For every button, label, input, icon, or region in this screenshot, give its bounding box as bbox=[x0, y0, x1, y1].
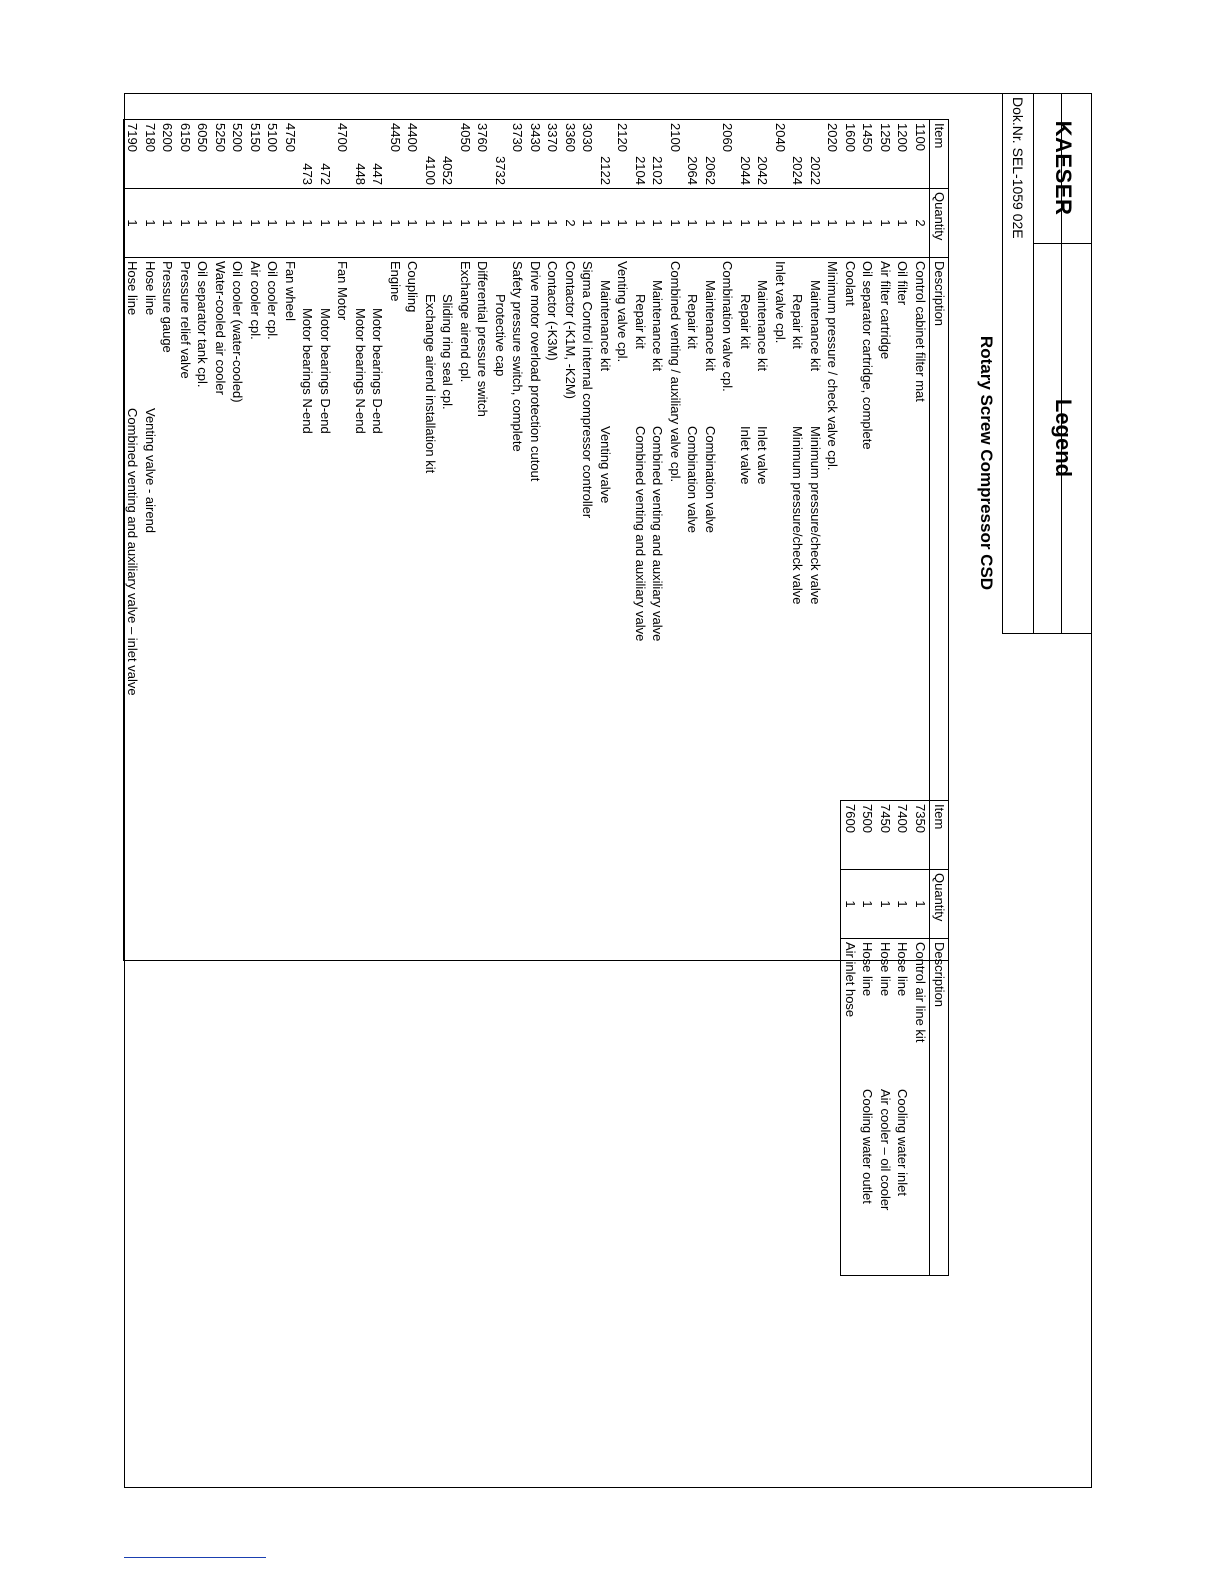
description bbox=[142, 258, 160, 961]
description-detail: Venting valve bbox=[598, 426, 613, 504]
description bbox=[229, 258, 247, 961]
quantity: 1 bbox=[824, 189, 842, 258]
description-text: Oil separator cartridge, complete bbox=[860, 261, 876, 450]
quantity: 1 bbox=[509, 189, 527, 258]
description bbox=[859, 939, 877, 1276]
table-row bbox=[579, 120, 597, 961]
description bbox=[439, 258, 457, 961]
table-row bbox=[352, 120, 370, 961]
description-text: Drive motor overload protection cutout bbox=[528, 261, 543, 482]
description-text: Sliding ring seal cpl. bbox=[440, 294, 456, 410]
description-detail: Cooling water inlet bbox=[895, 1089, 911, 1196]
description bbox=[544, 258, 562, 961]
table-row bbox=[492, 120, 510, 961]
quantity: 1 bbox=[317, 189, 335, 258]
item-number: 6150 bbox=[177, 120, 195, 189]
quantity: 1 bbox=[177, 189, 195, 258]
description-text: Motor bearings D-end bbox=[318, 308, 333, 434]
description bbox=[877, 939, 895, 1276]
description-detail: Inlet valve bbox=[755, 426, 771, 485]
description bbox=[159, 258, 177, 961]
table-row bbox=[649, 120, 667, 961]
item-number: 5250 bbox=[212, 120, 230, 189]
quantity: 1 bbox=[527, 189, 545, 258]
brand-logo: KAESER bbox=[1051, 120, 1076, 216]
description bbox=[614, 258, 632, 961]
table-row bbox=[457, 120, 475, 961]
description bbox=[807, 258, 825, 961]
quantity: 1 bbox=[457, 189, 475, 258]
description-text: Combined venting / auxiliary valve cpl. bbox=[668, 261, 683, 483]
quantity: 1 bbox=[474, 189, 492, 258]
item-number: 7350 bbox=[912, 801, 930, 870]
quantity: 1 bbox=[194, 189, 212, 258]
description-text: Contactor (-K3M) bbox=[545, 261, 561, 361]
quantity: 1 bbox=[439, 189, 457, 258]
col-header-item: Item bbox=[930, 801, 949, 870]
table-row bbox=[247, 120, 265, 961]
description-text: Inlet valve cpl. bbox=[773, 261, 788, 344]
description bbox=[422, 258, 440, 961]
description-text: Hose line bbox=[878, 942, 893, 997]
description-detail: Combined venting and auxiliary valve bbox=[650, 426, 666, 642]
description-text: Motor bearings D-end bbox=[370, 308, 386, 434]
description-text: Repair kit bbox=[738, 294, 753, 349]
description bbox=[509, 258, 527, 961]
table-row bbox=[527, 120, 545, 961]
description-text: Repair kit bbox=[685, 294, 701, 349]
description bbox=[317, 258, 335, 961]
quantity: 1 bbox=[912, 870, 930, 939]
description-text: Hose line bbox=[143, 261, 158, 316]
description bbox=[684, 258, 702, 961]
table-row bbox=[859, 801, 877, 1276]
description-text: Sigma Control internal compressor controller bbox=[580, 261, 596, 519]
description-text: Oil cooler cpl. bbox=[265, 261, 281, 340]
item-number: 7180 bbox=[142, 120, 160, 189]
description-text: Pressure relief valve bbox=[178, 261, 193, 379]
description bbox=[474, 258, 492, 961]
item-number: 2062 bbox=[702, 120, 720, 189]
table-row bbox=[562, 120, 580, 961]
table-row bbox=[632, 120, 650, 961]
item-number: 5200 bbox=[229, 120, 247, 189]
table-row bbox=[912, 801, 930, 1276]
table-row bbox=[299, 120, 317, 961]
quantity: 1 bbox=[404, 189, 422, 258]
quantity: 1 bbox=[841, 870, 859, 939]
item-number: 2022 bbox=[807, 120, 825, 189]
description-text: Oil separator tank cpl. bbox=[195, 261, 211, 388]
table-row bbox=[212, 120, 230, 961]
description-detail: Combination valve bbox=[703, 426, 718, 533]
item-number: 2100 bbox=[667, 120, 685, 189]
item-number: 4750 bbox=[282, 120, 300, 189]
description-text: Oil filter bbox=[895, 261, 911, 306]
item-number: 3360 bbox=[562, 120, 580, 189]
item-number: 2104 bbox=[632, 120, 650, 189]
description-text: Air inlet hose bbox=[843, 942, 858, 1018]
item-number: 1100 bbox=[912, 120, 930, 189]
description bbox=[492, 258, 510, 961]
table-row bbox=[404, 120, 422, 961]
table-row bbox=[509, 120, 527, 961]
item-number: 4700 bbox=[334, 120, 352, 189]
item-number: 4050 bbox=[457, 120, 475, 189]
description bbox=[299, 258, 317, 961]
quantity: 1 bbox=[719, 189, 737, 258]
table-row bbox=[789, 120, 807, 961]
item-number: 2040 bbox=[772, 120, 790, 189]
item-number: 4400 bbox=[404, 120, 422, 189]
quantity: 1 bbox=[667, 189, 685, 258]
description-text: Exchange airend installation kit bbox=[423, 294, 438, 474]
item-number: 3370 bbox=[544, 120, 562, 189]
description bbox=[789, 258, 807, 961]
description bbox=[352, 258, 370, 961]
quantity: 1 bbox=[649, 189, 667, 258]
item-number: 7190 bbox=[124, 120, 142, 189]
description bbox=[841, 939, 859, 1276]
parts-table-main bbox=[123, 119, 949, 961]
description bbox=[194, 258, 212, 961]
item-number: 6200 bbox=[159, 120, 177, 189]
description-detail: Inlet valve bbox=[738, 426, 753, 485]
description-detail: Combination valve bbox=[685, 426, 701, 533]
description bbox=[404, 258, 422, 961]
quantity: 1 bbox=[597, 189, 615, 258]
parts-table-secondary bbox=[841, 800, 950, 1276]
quantity: 1 bbox=[352, 189, 370, 258]
table-row bbox=[317, 120, 335, 961]
item-number: 2060 bbox=[719, 120, 737, 189]
quantity: 1 bbox=[142, 189, 160, 258]
description-text: Repair kit bbox=[790, 294, 806, 349]
description-text: Repair kit bbox=[633, 294, 648, 349]
description-text: Differential pressure switch bbox=[475, 261, 491, 417]
table-row bbox=[264, 120, 282, 961]
description-text: Engine bbox=[388, 261, 403, 302]
description-text: Control air line kit bbox=[913, 942, 928, 1043]
quantity: 1 bbox=[334, 189, 352, 258]
description-detail: Combined venting and auxiliary valve – inlet valve bbox=[125, 408, 141, 696]
description bbox=[649, 258, 667, 961]
quantity: 1 bbox=[247, 189, 265, 258]
item-number: 1250 bbox=[877, 120, 895, 189]
quantity: 1 bbox=[684, 189, 702, 258]
table-row bbox=[159, 120, 177, 961]
description bbox=[247, 258, 265, 961]
item-number: 4450 bbox=[387, 120, 405, 189]
description-text: Minimum pressure / check valve cpl. bbox=[825, 261, 841, 471]
description-text: Air cooler cpl. bbox=[248, 261, 263, 340]
item-number: 3730 bbox=[509, 120, 527, 189]
table-row bbox=[387, 120, 405, 961]
quantity: 1 bbox=[807, 189, 825, 258]
table-row bbox=[667, 120, 685, 961]
table-row bbox=[737, 120, 755, 961]
table-row bbox=[894, 801, 912, 1276]
description-detail: Combined venting and auxiliary valve bbox=[633, 426, 648, 642]
item-number: 2024 bbox=[789, 120, 807, 189]
item-number: 2042 bbox=[754, 120, 772, 189]
quantity: 1 bbox=[772, 189, 790, 258]
quantity: 2 bbox=[562, 189, 580, 258]
table-row bbox=[702, 120, 720, 961]
description-text: Hose line bbox=[895, 942, 911, 997]
description bbox=[772, 258, 790, 961]
quantity: 1 bbox=[264, 189, 282, 258]
col-header-description: Description bbox=[930, 258, 949, 961]
table-row bbox=[684, 120, 702, 961]
col-header-item: Item bbox=[930, 120, 949, 189]
item-number: 7500 bbox=[859, 801, 877, 870]
table-row bbox=[194, 120, 212, 961]
item-number: 7450 bbox=[877, 801, 895, 870]
description bbox=[632, 258, 650, 961]
quantity: 1 bbox=[632, 189, 650, 258]
quantity: 1 bbox=[702, 189, 720, 258]
col-header-description: Description bbox=[930, 939, 949, 1276]
page-title: Rotary Screw Compressor CSD bbox=[977, 335, 996, 591]
item-number: 473 bbox=[299, 120, 317, 189]
item-number: 3760 bbox=[474, 120, 492, 189]
item-number: 3732 bbox=[492, 120, 510, 189]
item-number: 1450 bbox=[859, 120, 877, 189]
description bbox=[212, 258, 230, 961]
quantity: 1 bbox=[369, 189, 387, 258]
item-number: 2122 bbox=[597, 120, 615, 189]
item-number: 6050 bbox=[194, 120, 212, 189]
quantity: 1 bbox=[282, 189, 300, 258]
item-number: 448 bbox=[352, 120, 370, 189]
description bbox=[579, 258, 597, 961]
description-text: Contactor (-K1M, -K2M) bbox=[563, 261, 578, 399]
quantity: 1 bbox=[859, 189, 877, 258]
item-number: 4100 bbox=[422, 120, 440, 189]
table-row bbox=[474, 120, 492, 961]
item-number: 1600 bbox=[842, 120, 860, 189]
table-row bbox=[177, 120, 195, 961]
item-number: 2064 bbox=[684, 120, 702, 189]
item-number: 2102 bbox=[649, 120, 667, 189]
quantity: 1 bbox=[894, 870, 912, 939]
table-row bbox=[124, 120, 142, 961]
description bbox=[282, 258, 300, 961]
description-text: Water-cooled air cooler bbox=[213, 261, 228, 395]
description bbox=[667, 258, 685, 961]
description bbox=[334, 258, 352, 961]
description bbox=[527, 258, 545, 961]
description bbox=[702, 258, 720, 961]
description-text: Control cabinet filter mat bbox=[913, 261, 928, 402]
table-row bbox=[824, 120, 842, 961]
quantity: 1 bbox=[614, 189, 632, 258]
quantity: 1 bbox=[789, 189, 807, 258]
description-detail: Venting valve - airend bbox=[143, 408, 158, 534]
description-text: Pressure gauge bbox=[160, 261, 176, 353]
description bbox=[824, 258, 842, 961]
description bbox=[177, 258, 195, 961]
table-row bbox=[841, 801, 859, 1276]
description-detail: Minimum pressure/check valve bbox=[808, 426, 823, 605]
description-text: Safety pressure switch, complete bbox=[510, 261, 526, 452]
item-number: 1200 bbox=[894, 120, 912, 189]
table-row bbox=[369, 120, 387, 961]
description-detail: Minimum pressure/check valve bbox=[790, 426, 806, 605]
description-text: Protective cap bbox=[493, 294, 508, 377]
description-text: Coolant bbox=[843, 261, 858, 306]
description bbox=[754, 258, 772, 961]
description bbox=[562, 258, 580, 961]
quantity: 1 bbox=[894, 189, 912, 258]
description bbox=[737, 258, 755, 961]
item-number: 3030 bbox=[579, 120, 597, 189]
quantity: 1 bbox=[737, 189, 755, 258]
description-detail: Air cooler – oil cooler bbox=[878, 1089, 893, 1211]
description-text: Exchange airend cpl. bbox=[458, 261, 473, 383]
description bbox=[124, 258, 142, 961]
description-text: Maintenance kit bbox=[598, 280, 613, 372]
quantity: 1 bbox=[229, 189, 247, 258]
item-number: 472 bbox=[317, 120, 335, 189]
description-text: Hose line bbox=[125, 261, 141, 316]
description-text: Motor bearings N-end bbox=[353, 308, 368, 434]
quantity: 1 bbox=[124, 189, 142, 258]
description bbox=[369, 258, 387, 961]
table-row bbox=[229, 120, 247, 961]
item-number: 4052 bbox=[439, 120, 457, 189]
table-row bbox=[614, 120, 632, 961]
quantity: 1 bbox=[544, 189, 562, 258]
quantity: 2 bbox=[912, 189, 930, 258]
quantity: 1 bbox=[212, 189, 230, 258]
quantity: 1 bbox=[842, 189, 860, 258]
table-row bbox=[439, 120, 457, 961]
description-text: Oil cooler (water-cooled) bbox=[230, 261, 246, 403]
quantity: 1 bbox=[159, 189, 177, 258]
footer-rule bbox=[124, 1557, 266, 1558]
table-row bbox=[772, 120, 790, 961]
quantity: 1 bbox=[877, 189, 895, 258]
description-text: Air filter cartridge bbox=[878, 261, 893, 360]
table-row bbox=[719, 120, 737, 961]
description bbox=[457, 258, 475, 961]
quantity: 1 bbox=[422, 189, 440, 258]
col-header-quantity: Quantity bbox=[930, 870, 949, 939]
description-detail: Cooling water outlet bbox=[860, 1089, 876, 1204]
item-number: 2120 bbox=[614, 120, 632, 189]
description-text: Combination valve cpl. bbox=[720, 261, 736, 392]
quantity: 1 bbox=[492, 189, 510, 258]
quantity: 1 bbox=[299, 189, 317, 258]
description-text: Hose line bbox=[860, 942, 876, 997]
description-text: Maintenance kit bbox=[808, 280, 823, 372]
quantity: 1 bbox=[877, 870, 895, 939]
description-text: Fan Motor bbox=[335, 261, 351, 321]
item-number: 5100 bbox=[264, 120, 282, 189]
document-number: Dok.Nr. SEL-1059 02E bbox=[1010, 97, 1026, 239]
quantity: 1 bbox=[859, 870, 877, 939]
table-row bbox=[807, 120, 825, 961]
item-number: 2044 bbox=[737, 120, 755, 189]
description-text: Maintenance kit bbox=[650, 280, 666, 372]
table-header-row bbox=[930, 801, 949, 1276]
table-row bbox=[754, 120, 772, 961]
item-number: 447 bbox=[369, 120, 387, 189]
description-text: Maintenance kit bbox=[755, 280, 771, 372]
item-number: 2020 bbox=[824, 120, 842, 189]
table-row bbox=[142, 120, 160, 961]
rotated-sheet bbox=[124, 93, 1092, 1488]
item-number: 3430 bbox=[527, 120, 545, 189]
table-row bbox=[544, 120, 562, 961]
quantity: 1 bbox=[579, 189, 597, 258]
description-text: Fan wheel bbox=[283, 261, 298, 321]
table-row bbox=[877, 801, 895, 1276]
description-text: Venting valve cpl. bbox=[615, 261, 631, 363]
description bbox=[264, 258, 282, 961]
title-block bbox=[1002, 93, 1092, 633]
description bbox=[597, 258, 615, 961]
legend-title: Legend bbox=[1051, 398, 1076, 478]
description-text: Coupling bbox=[405, 261, 421, 313]
description-text: Maintenance kit bbox=[703, 280, 718, 372]
quantity: 1 bbox=[387, 189, 405, 258]
item-number: 7600 bbox=[841, 801, 859, 870]
table-row bbox=[282, 120, 300, 961]
description bbox=[387, 258, 405, 961]
table-row bbox=[422, 120, 440, 961]
description-text: Motor bearings N-end bbox=[300, 308, 316, 434]
description bbox=[719, 258, 737, 961]
item-number: 7400 bbox=[894, 801, 912, 870]
quantity: 1 bbox=[754, 189, 772, 258]
item-number: 5150 bbox=[247, 120, 265, 189]
table-row bbox=[597, 120, 615, 961]
col-header-quantity: Quantity bbox=[930, 189, 949, 258]
description bbox=[912, 939, 930, 1276]
description bbox=[894, 939, 912, 1276]
table-row bbox=[334, 120, 352, 961]
